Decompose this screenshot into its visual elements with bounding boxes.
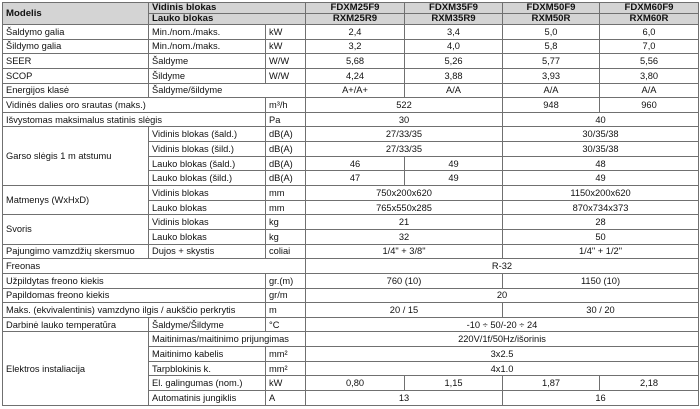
table-row	[3, 303, 699, 318]
table-cell: 5,26	[405, 54, 503, 69]
table-row	[3, 288, 699, 303]
table-cell: 30	[306, 112, 503, 127]
table-cell: Lauko blokas	[149, 200, 266, 215]
table-cell: 32	[306, 229, 503, 244]
table-cell: mm²	[266, 347, 306, 362]
table-cell: SCOP	[3, 68, 149, 83]
table-cell: 0,80	[306, 376, 405, 391]
table-cell: 46	[306, 156, 405, 171]
table-cell: Min./nom./maks.	[149, 25, 266, 40]
table-cell: Automatinis jungiklis	[149, 391, 266, 406]
table-row	[3, 98, 699, 113]
spec-table-header	[3, 3, 699, 25]
table-cell: Garso slėgis 1 m atstumu	[3, 127, 149, 186]
header-row-indoor	[3, 3, 699, 14]
table-cell: 49	[405, 171, 503, 186]
table-cell: W/W	[266, 68, 306, 83]
table-cell: Šaldyme	[149, 54, 266, 69]
table-cell: 5,68	[306, 54, 405, 69]
table-cell: 13	[306, 391, 503, 406]
table-cell: 960	[600, 98, 699, 113]
table-cell: A/A	[600, 83, 699, 98]
table-cell: 30/35/38	[503, 127, 699, 142]
spec-table-body	[3, 25, 699, 406]
outdoor-model-4: RXM60R	[600, 14, 699, 25]
table-cell: Energijos klasė	[3, 83, 149, 98]
table-cell: Užpildytas freono kiekis	[3, 273, 266, 288]
table-cell: 1,15	[405, 376, 503, 391]
table-cell: 4,24	[306, 68, 405, 83]
table-cell: 20	[306, 288, 699, 303]
outdoor-unit-label: Lauko blokas	[149, 14, 306, 25]
table-cell: El. galingumas (nom.)	[149, 376, 266, 391]
table-cell: 7,0	[600, 39, 699, 54]
table-cell: 3x2.5	[306, 347, 699, 362]
table-cell: 30/35/38	[503, 142, 699, 157]
table-cell: 5,8	[503, 39, 600, 54]
table-cell: dB(A)	[266, 127, 306, 142]
table-cell: Vidinis blokas (šild.)	[149, 142, 266, 157]
table-cell: 220V/1f/50Hz/išorinis	[306, 332, 699, 347]
table-cell: Darbinė lauko temperatūra	[3, 317, 149, 332]
outdoor-model-3: RXM50R	[503, 14, 600, 25]
table-cell: °C	[266, 317, 306, 332]
outdoor-model-1: RXM25R9	[306, 14, 405, 25]
table-cell: 49	[405, 156, 503, 171]
table-cell: A	[266, 391, 306, 406]
table-cell: 16	[503, 391, 699, 406]
table-row	[3, 39, 699, 54]
table-cell: 40	[503, 112, 699, 127]
table-cell: 5,77	[503, 54, 600, 69]
table-cell: Vidinis blokas	[149, 215, 266, 230]
table-cell: Vidinės dalies oro srautas (maks.)	[3, 98, 266, 113]
table-row	[3, 112, 699, 127]
table-row	[3, 244, 699, 259]
table-cell: Lauko blokas (šald.)	[149, 156, 266, 171]
table-row	[3, 215, 699, 230]
table-cell: 2,4	[306, 25, 405, 40]
table-cell: 1,87	[503, 376, 600, 391]
table-row	[3, 186, 699, 201]
table-row	[3, 332, 699, 347]
table-cell: mm²	[266, 361, 306, 376]
table-cell: Šildymo galia	[3, 39, 149, 54]
table-cell: 1150x200x620	[503, 186, 699, 201]
table-cell: Maks. (ekvivalentinis) vamzdyno ilgis / aukščio perkrytis	[3, 303, 266, 318]
table-row	[3, 83, 699, 98]
outdoor-model-2: RXM35R9	[405, 14, 503, 25]
table-cell: 4x1.0	[306, 361, 699, 376]
table-cell: 3,2	[306, 39, 405, 54]
table-cell: A/A	[405, 83, 503, 98]
table-cell: Lauko blokas (šild.)	[149, 171, 266, 186]
table-row	[3, 317, 699, 332]
table-cell: Pajungimo vamzdžių skersmuo	[3, 244, 149, 259]
table-cell: 3,88	[405, 68, 503, 83]
table-cell: 50	[503, 229, 699, 244]
table-cell: 28	[503, 215, 699, 230]
table-cell: kW	[266, 39, 306, 54]
table-cell: SEER	[3, 54, 149, 69]
table-cell: Maitinimo kabelis	[149, 347, 266, 362]
indoor-model-1: FDXM25F9	[306, 3, 405, 14]
table-cell: Papildomas freono kiekis	[3, 288, 266, 303]
table-cell: gr/m	[266, 288, 306, 303]
table-cell: 3,80	[600, 68, 699, 83]
table-cell: 49	[503, 171, 699, 186]
models-title: Modelis	[3, 3, 149, 25]
table-cell: 2,18	[600, 376, 699, 391]
table-cell: 3,93	[503, 68, 600, 83]
table-cell: 5,0	[503, 25, 600, 40]
table-cell: 27/33/35	[306, 142, 503, 157]
table-cell: 765x550x285	[306, 200, 503, 215]
table-cell: Tarpblokinis k.	[149, 361, 266, 376]
table-row	[3, 259, 699, 274]
table-cell: 750x200x620	[306, 186, 503, 201]
table-cell: R-32	[306, 259, 699, 274]
table-cell: coliai	[266, 244, 306, 259]
table-cell: Lauko blokas	[149, 229, 266, 244]
table-cell: mm	[266, 200, 306, 215]
table-cell: kg	[266, 215, 306, 230]
table-cell: mm	[266, 186, 306, 201]
table-cell: -10 ÷ 50/-20 ÷ 24	[306, 317, 699, 332]
table-cell: dB(A)	[266, 156, 306, 171]
indoor-model-2: FDXM35F9	[405, 3, 503, 14]
table-cell: gr.(m)	[266, 273, 306, 288]
indoor-unit-label: Vidinis blokas	[149, 3, 306, 14]
table-row	[3, 127, 699, 142]
table-cell: Dujos + skystis	[149, 244, 266, 259]
table-cell: 5,56	[600, 54, 699, 69]
table-row	[3, 273, 699, 288]
table-cell: A+/A+	[306, 83, 405, 98]
table-cell: 760 (10)	[306, 273, 503, 288]
table-cell: Elektros instaliacija	[3, 332, 149, 406]
table-row	[3, 25, 699, 40]
table-cell: 3,4	[405, 25, 503, 40]
table-cell: 1/4" + 1/2"	[503, 244, 699, 259]
table-cell: kg	[266, 229, 306, 244]
table-cell: 522	[306, 98, 503, 113]
table-cell: 27/33/35	[306, 127, 503, 142]
spec-table	[2, 2, 699, 406]
table-row	[3, 68, 699, 83]
table-cell: Svoris	[3, 215, 149, 244]
table-cell: Matmenys (WxHxD)	[3, 186, 149, 215]
table-cell: Išvystomas maksimalus statinis slėgis	[3, 112, 266, 127]
table-cell: Šaldyme/Šildyme	[149, 317, 266, 332]
table-cell: 870x734x373	[503, 200, 699, 215]
table-cell: 48	[503, 156, 699, 171]
table-row	[3, 54, 699, 69]
table-cell: Šaldymo galia	[3, 25, 149, 40]
table-cell: W/W	[266, 54, 306, 69]
table-cell: 20 / 15	[306, 303, 503, 318]
table-cell: A/A	[503, 83, 600, 98]
indoor-model-4: FDXM60F9	[600, 3, 699, 14]
table-cell: Maitinimas/maitinimo prijungimas	[149, 332, 306, 347]
indoor-model-3: FDXM50F9	[503, 3, 600, 14]
table-cell: 1/4" + 3/8"	[306, 244, 503, 259]
table-cell: Min./nom./maks.	[149, 39, 266, 54]
table-cell: 6,0	[600, 25, 699, 40]
table-cell: 4,0	[405, 39, 503, 54]
table-cell: 47	[306, 171, 405, 186]
table-cell: dB(A)	[266, 171, 306, 186]
table-cell: 948	[503, 98, 600, 113]
table-cell: Šildyme	[149, 68, 266, 83]
table-cell: Pa	[266, 112, 306, 127]
table-cell: 1150 (10)	[503, 273, 699, 288]
table-cell: m³/h	[266, 98, 306, 113]
table-cell: Vidinis blokas (šald.)	[149, 127, 266, 142]
table-cell: Šaldyme/šildyme	[149, 83, 306, 98]
table-cell: Vidinis blokas	[149, 186, 266, 201]
table-cell: dB(A)	[266, 142, 306, 157]
table-cell: m	[266, 303, 306, 318]
table-cell: 30 / 20	[503, 303, 699, 318]
table-cell: kW	[266, 376, 306, 391]
table-cell: Freonas	[3, 259, 306, 274]
table-cell: kW	[266, 25, 306, 40]
table-cell: 21	[306, 215, 503, 230]
